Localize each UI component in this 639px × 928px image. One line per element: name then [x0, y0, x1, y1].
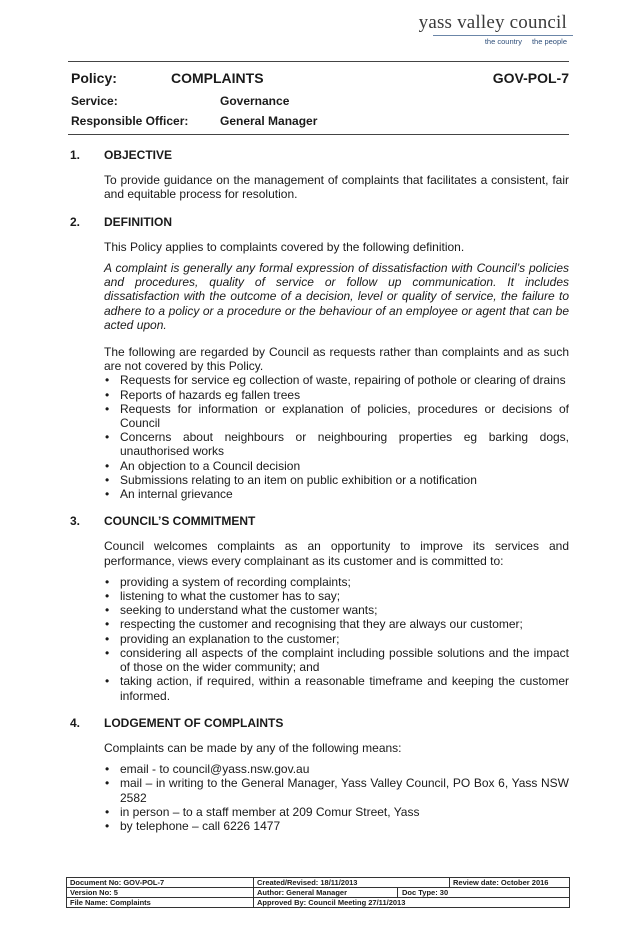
list-item: • providing a system of recording complaints; [104, 575, 569, 589]
section-heading [70, 215, 569, 229]
requests-intro: The following are regarded by Council as requests rather than complaints and as such are not covered by this Policy. [104, 345, 569, 374]
service-label: Service: [71, 94, 118, 108]
list-item: • providing an explanation to the customer; [104, 632, 569, 646]
service-value: Governance [220, 94, 290, 108]
list-item: • mail – in writing to the General Manager, Yass Valley Council, PO Box 6, Yass NSW 2582 [104, 776, 569, 804]
logo-tagline-people: the people [531, 37, 567, 46]
list-item: • An internal grievance [104, 487, 569, 501]
list-item: • Submissions relating to an item on public exhibition or a notification [104, 473, 569, 487]
file-name-cell: File Name: Complaints [67, 898, 254, 908]
list-item: • email - to council@yass.nsw.gov.au [104, 762, 569, 776]
section-lodgement [70, 716, 569, 833]
header-top-rule [68, 61, 569, 62]
requests-list [104, 373, 569, 501]
doc-type-text: Doc Type: 30 [397, 888, 448, 897]
logo-name: yass valley council [418, 12, 567, 33]
policy-label: Policy: [71, 70, 117, 86]
list-item: • An objection to a Council decision [104, 459, 569, 473]
section-number: 4. [70, 715, 81, 730]
list-item: • Requests for information or explanation of policies, procedures or decisions of Council [104, 402, 569, 430]
created-cell: Created/Revised: 18/11/2013 [254, 878, 450, 888]
policy-content [70, 148, 569, 833]
section-heading [70, 148, 569, 162]
section-heading [70, 716, 569, 730]
logo-tagline [419, 37, 567, 46]
list-item: • in person – to a staff member at 209 Comur Street, Yass [104, 805, 569, 819]
document-control-table [66, 877, 570, 908]
policy-code: GOV-POL-7 [492, 70, 569, 86]
table-row [67, 898, 570, 908]
section-title: LODGEMENT OF COMPLAINTS [104, 715, 284, 730]
definition-text: A complaint is generally any formal expression of dissatisfaction with Council’s policies and procedures, quality of service or follow up communication. It includes dissatisfaction with the outcome of a decision, level or quality of service, the failure to adhere to a policy or a procedure or the behaviour of an employee or agent that can be acted upon. [104, 261, 569, 332]
approved-cell: Approved By: Council Meeting 27/11/2013 [254, 898, 570, 908]
version-cell: Version No: 5 [67, 888, 254, 898]
list-item: • by telephone – call 6226 1477 [104, 819, 569, 833]
lodgement-intro: Complaints can be made by any of the following means: [104, 740, 402, 755]
policy-title: COMPLAINTS [171, 70, 264, 86]
list-item: • seeking to understand what the customer wants; [104, 603, 569, 617]
list-item: • Reports of hazards eg fallen trees [104, 388, 569, 402]
definition-intro: This Policy applies to complaints covered by the following definition. [104, 239, 465, 254]
section-number: 1. [70, 148, 81, 162]
list-item: • respecting the customer and recognising that they are always our customer; [104, 617, 569, 631]
author-text: Author: General Manager [257, 888, 348, 897]
section-title: OBJECTIVE [104, 148, 173, 162]
list-item: • listening to what the customer has to say; [104, 589, 569, 603]
list-item: • considering all aspects of the complaint including possible solutions and the impact of those on the wider community; and [104, 646, 569, 674]
section-title: COUNCIL’S COMMITMENT [104, 514, 256, 529]
commitment-list [104, 575, 569, 703]
list-item: • Requests for service eg collection of waste, repairing of pothole or clearing of drains [104, 373, 569, 387]
table-row [67, 878, 570, 888]
author-cell [254, 888, 570, 898]
section-number: 3. [70, 514, 81, 529]
council-logo [419, 12, 567, 46]
section-objective [70, 148, 569, 202]
review-date-cell: Review date: October 2016 [450, 878, 570, 888]
list-item: • Concerns about neighbours or neighbouring properties eg barking dogs, unauthorised works [104, 430, 569, 458]
section-definition [70, 215, 569, 502]
objective-text: To provide guidance on the management of complaints that facilitates a consistent, fair and equitable process for resolution. [104, 173, 569, 202]
section-number: 2. [70, 214, 81, 229]
header-bottom-rule [68, 134, 569, 135]
section-heading [70, 514, 569, 528]
officer-value: General Manager [220, 114, 318, 128]
logo-underline [433, 35, 573, 36]
table-row [67, 888, 570, 898]
commitment-intro: Council welcomes complaints as an opportunity to improve its services and performance, views every complainant as its customer and is committed to: [104, 539, 569, 568]
doc-number-cell: Document No: GOV-POL-7 [67, 878, 254, 888]
section-title: DEFINITION [104, 214, 172, 229]
list-item: • taking action, if required, within a reasonable timeframe and keeping the customer informed. [104, 674, 569, 702]
lodgement-list [104, 762, 569, 833]
officer-label: Responsible Officer: [71, 114, 189, 128]
section-commitment [70, 514, 569, 702]
logo-tagline-country: the country [484, 37, 522, 46]
